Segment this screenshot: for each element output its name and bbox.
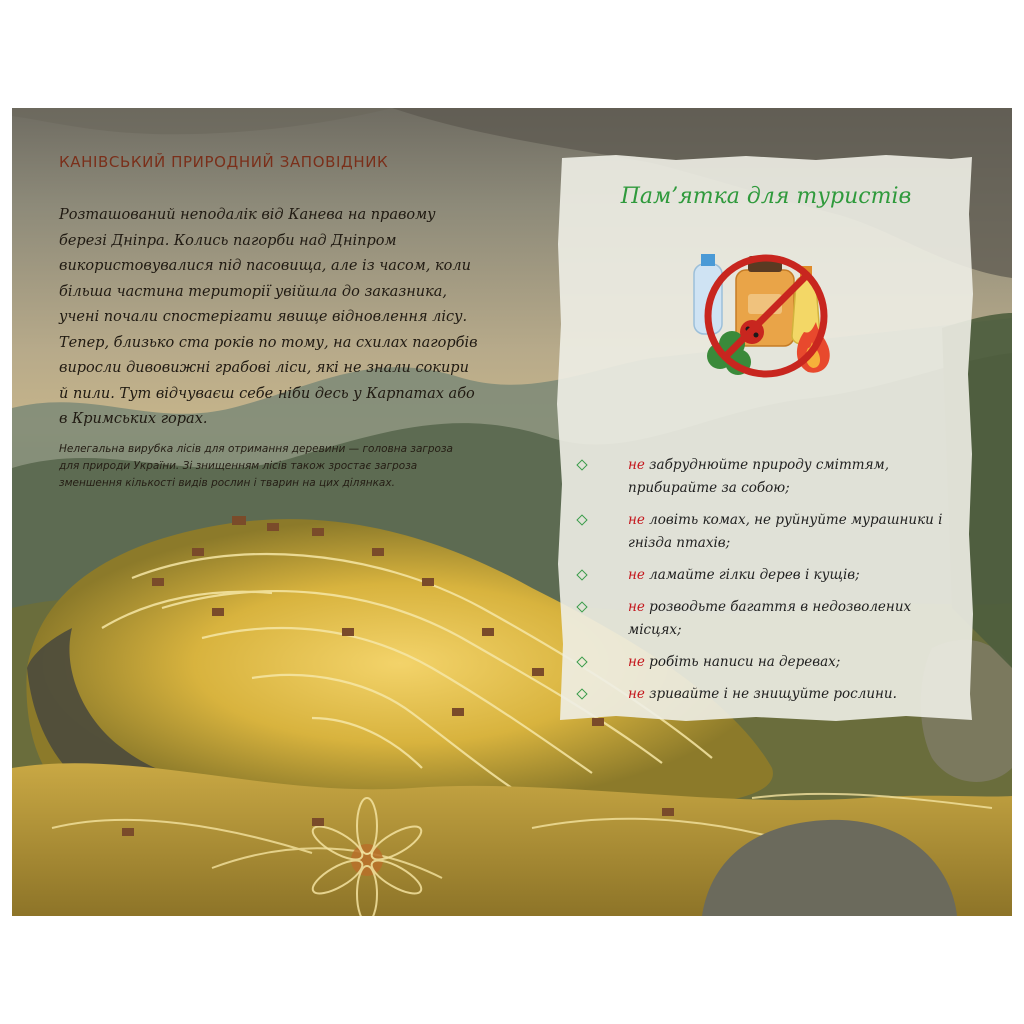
diamond-bullet-icon: [576, 514, 587, 525]
memo-title: Пам’ятка для туристів: [620, 184, 912, 209]
negation-word: не: [628, 599, 645, 615]
diamond-bullet-icon: [576, 459, 587, 470]
rule-text: робіть написи на деревах;: [644, 654, 841, 670]
rule-text: ламайте гілки дерев і кущів;: [644, 567, 860, 583]
rule-text: забруднюйте природу сміттям, прибирайте за собою;: [628, 457, 889, 496]
page-heading: КАНІВСЬКИЙ ПРИРОДНИЙ ЗАПОВІДНИК: [59, 153, 389, 171]
tourist-memo-card: [556, 154, 976, 724]
negation-word: не: [628, 686, 645, 702]
negation-word: не: [628, 512, 645, 528]
diamond-bullet-icon: [576, 688, 587, 699]
negation-word: не: [628, 654, 645, 670]
rule-text: розводьте багаття в недозволених місцях;: [628, 599, 912, 638]
no-litter-no-fire-icon: [686, 236, 846, 386]
book-spread: [12, 108, 1012, 916]
rule-text: зривайте і не знищуйте рослини.: [644, 686, 897, 702]
rule-item: [578, 454, 958, 500]
diamond-bullet-icon: [576, 601, 587, 612]
rule-item: [578, 509, 958, 555]
rule-item: [578, 651, 958, 674]
diamond-bullet-icon: [576, 656, 587, 667]
rule-text: ловіть комах, не руйнуйте мурашники і гнізда птахів;: [628, 512, 943, 551]
body-paragraph: Розташований неподалік від Канева на правому березі Дніпра. Колись пагорби над Дніпром використовувалися під пасовища, але із часом, коли більша частина території увійшла до заказника, учені почали спостерігати явище відновлення лісу. Тепер, близько ста років по тому, на схилах пагорбів виросли дивовижні грабові ліси, які не знали сокири й пили. Тут відчуваєш себе ніби десь у Карпатах або в Кримських горах.: [59, 207, 478, 427]
negation-word: не: [628, 567, 645, 583]
rule-item: [578, 564, 958, 587]
diamond-bullet-icon: [576, 569, 587, 580]
rule-item: [578, 596, 958, 642]
note-paragraph: Нелегальна вирубка лісів для отримання деревини — головна загроза для природи України. Зі знищенням лісів також зростає загроза зменшення кількості видів рослин і тварин на цих ділянках.: [59, 443, 453, 489]
rules-list: [578, 454, 958, 715]
negation-word: не: [628, 457, 645, 473]
rule-item: [578, 683, 958, 706]
